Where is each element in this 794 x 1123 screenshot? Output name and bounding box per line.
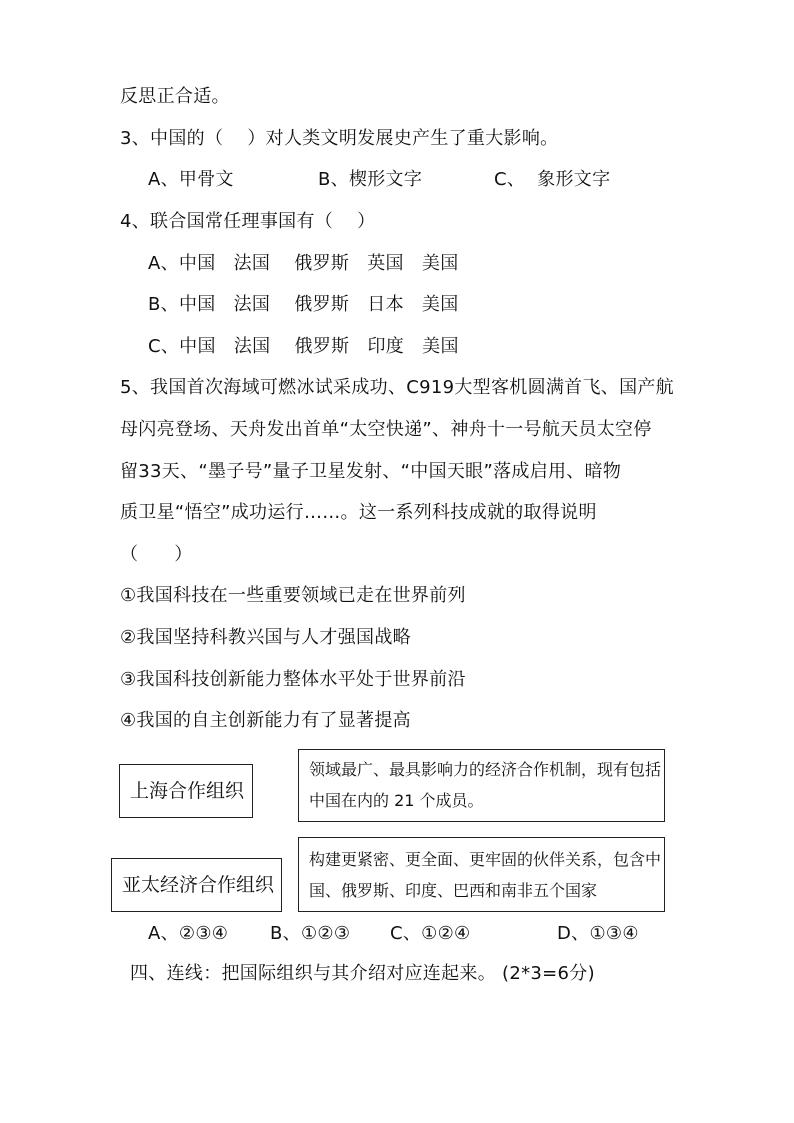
answer-option-b: B、①②③ xyxy=(270,923,351,944)
section-4-heading: 四、连线：把国际组织与其介绍对应连起来。 (2*3=6分) xyxy=(130,963,595,984)
statement-3: ③我国科技创新能力整体水平处于世界前沿 xyxy=(120,669,466,690)
question-3: 3、中国的（ ）对人类文明发展史产生了重大影响。 xyxy=(120,128,559,149)
question-3-option-b: B、楔形文字 xyxy=(318,169,423,190)
desc-apec-line-2: 中国在内的 21 个成员。 xyxy=(309,791,484,810)
answer-option-d: D、①③④ xyxy=(557,923,639,944)
question-4-option-c: C、中国 法国 俄罗斯 印度 美国 xyxy=(148,336,459,357)
question-3-option-a: A、甲骨文 xyxy=(148,169,234,190)
text-reflection: 反思正合适。 xyxy=(120,86,230,107)
desc-apec-line-1: 领域最广、最具影响力的经济合作机制，现有包括 xyxy=(309,760,662,779)
statement-4: ④我国的自主创新能力有了显著提高 xyxy=(120,710,411,731)
org-box-apec xyxy=(111,858,282,912)
question-5-line-2: 母闪亮登场、天舟发出首单“太空快递”、神舟十一号航天员太空停 xyxy=(120,419,652,440)
org-box-shanghai xyxy=(119,764,253,818)
org-shanghai-label: 上海合作组织 xyxy=(130,780,245,802)
desc-brics-line-1: 构建更紧密、更全面、更牢固的伙伴关系，包含中 xyxy=(309,850,662,869)
desc-box-brics xyxy=(298,837,665,912)
question-5-answer-paren: （ ） xyxy=(120,544,193,565)
answer-option-a: A、②③④ xyxy=(148,923,229,944)
desc-brics-line-2: 国、俄罗斯、印度、巴西和南非五个国家 xyxy=(309,881,598,900)
question-5-line-1: 5、我国首次海域可燃冰试采成功、C919大型客机圆满首飞、国产航 xyxy=(120,377,674,398)
question-4-option-a: A、中国 法国 俄罗斯 英国 美国 xyxy=(148,253,459,274)
answer-option-c: C、①②④ xyxy=(390,923,471,944)
statement-1: ①我国科技在一些重要领域已走在世界前列 xyxy=(120,585,466,606)
org-apec-label: 亚太经济合作组织 xyxy=(122,874,275,896)
question-4-option-b: B、中国 法国 俄罗斯 日本 美国 xyxy=(148,294,459,315)
statement-2: ②我国坚持科教兴国与人才强国战略 xyxy=(120,627,411,648)
question-4: 4、联合国常任理事国有（ ） xyxy=(120,211,376,232)
question-5-line-3: 留33天、“墨子号”量子卫星发射、“中国天眼”落成启用、暗物 xyxy=(120,461,622,482)
desc-box-apec xyxy=(298,749,665,822)
question-3-option-c: C、 象形文字 xyxy=(494,169,611,190)
question-5-line-4: 质卫星“悟空”成功运行……。这一系列科技成就的取得说明 xyxy=(120,502,597,523)
